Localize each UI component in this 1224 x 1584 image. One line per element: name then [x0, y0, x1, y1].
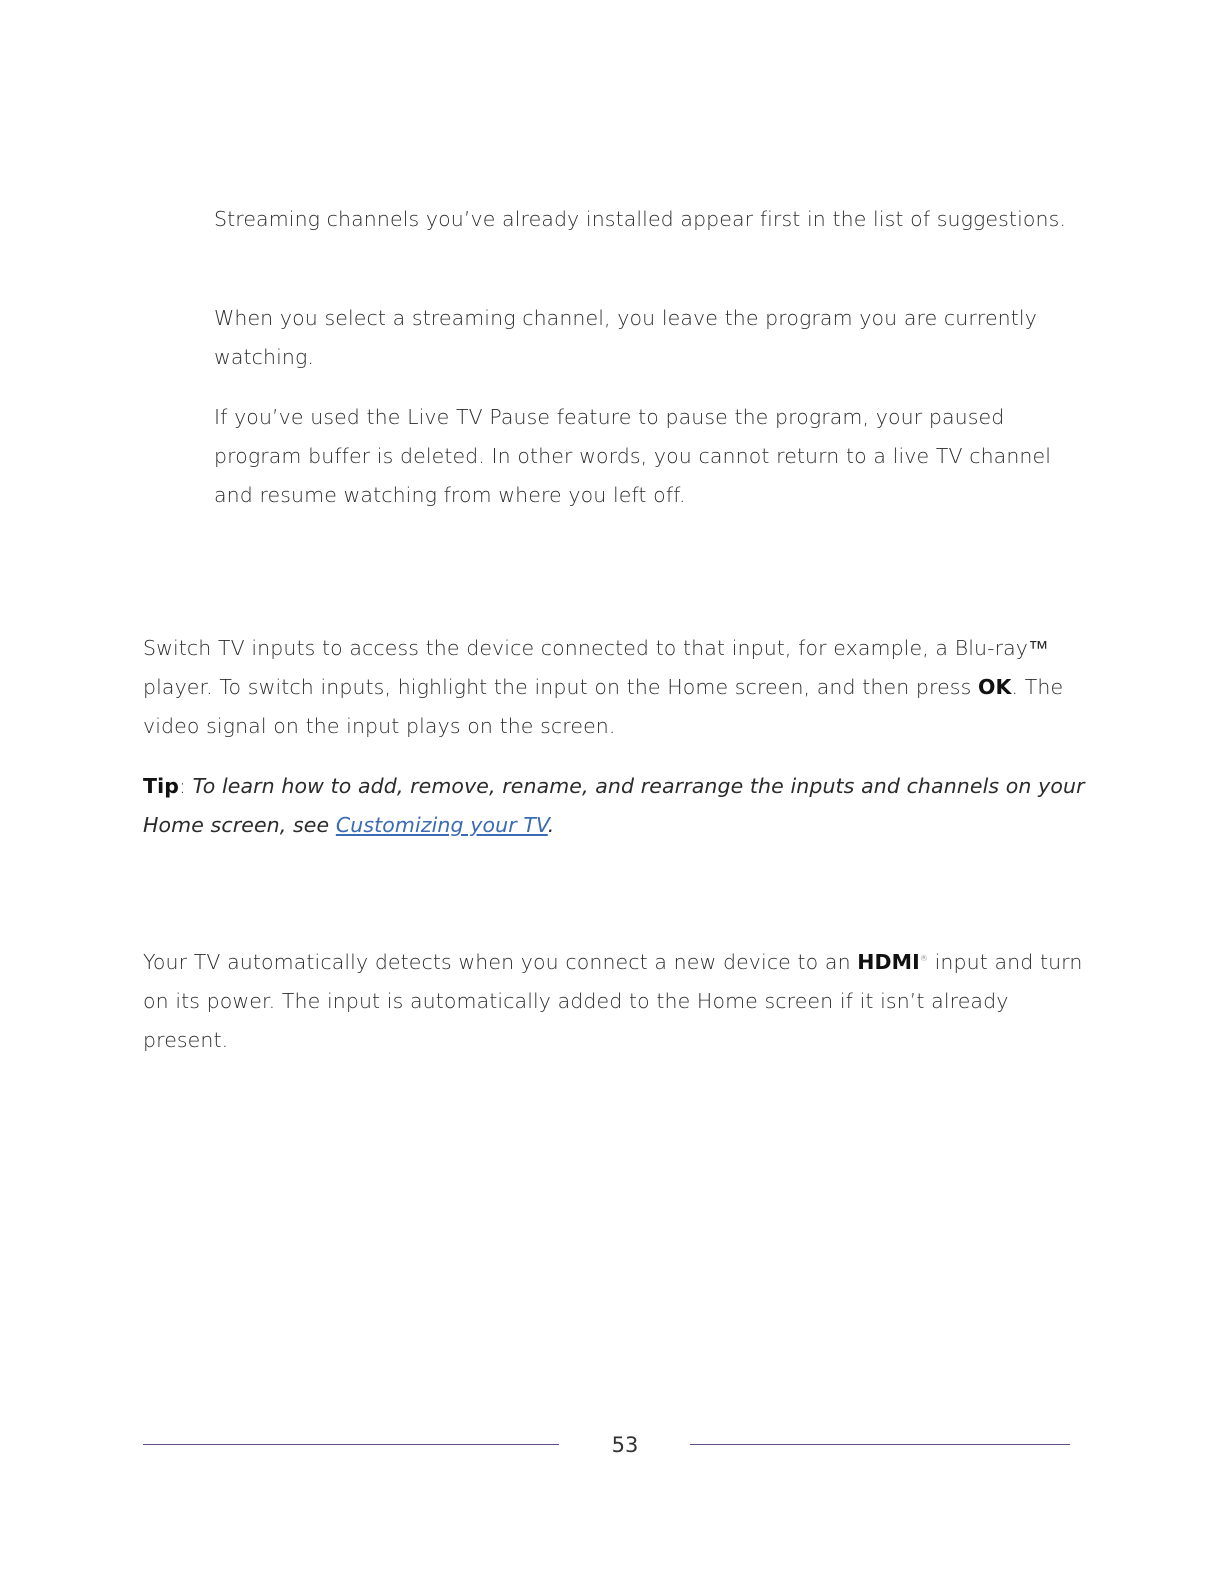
- auto-detect-text-end: input and turn on its power. The input is automatically added to the Home screen if it isn’t already present.: [143, 950, 1083, 1052]
- note-paragraph-leave-program: When you select a streaming channel, you leave the program you are currently watching.: [214, 306, 1037, 369]
- note-paragraph-live-tv-pause: If you’ve used the Live TV Pause feature to pause the program, your paused program buffer is deleted. In other words, you cannot return to a live TV channel and resume watching from where you left off.: [214, 405, 1052, 507]
- switch-inputs-paragraph: [143, 629, 1093, 746]
- tip-label: Tip: [143, 774, 179, 798]
- ok-button-label: OK: [978, 675, 1012, 699]
- registered-mark: ®: [919, 954, 928, 964]
- page-number: 53: [611, 1433, 639, 1457]
- auto-detect-paragraph: [143, 943, 1093, 1060]
- tip-colon: :: [179, 774, 193, 798]
- tip-end: .: [547, 813, 555, 837]
- tip-text: To learn how to add, remove, rename, and rearrange the inputs and channels on your Home screen, see: [143, 774, 1085, 837]
- note-paragraph-installed-channels: Streaming channels you’ve already installed appear first in the list of suggestions.: [214, 207, 1066, 231]
- auto-detect-text: Your TV automatically detects when you connect a new device to an: [143, 950, 858, 974]
- switch-inputs-text: Switch TV inputs to access the device connected to that input, for example, a Blu-ray™ player. To switch inputs, highlight the input on the Home screen, and then press: [143, 636, 1049, 699]
- hdmi-label: HDMI: [857, 950, 920, 974]
- footer-rule-right: [690, 1444, 1070, 1445]
- customizing-your-tv-link[interactable]: Customizing your TV: [335, 813, 548, 837]
- tip-paragraph: [143, 767, 1093, 845]
- footer-rule-left: [143, 1444, 559, 1445]
- switch-inputs-text-end: . The video signal on the input plays on the screen.: [143, 675, 1064, 738]
